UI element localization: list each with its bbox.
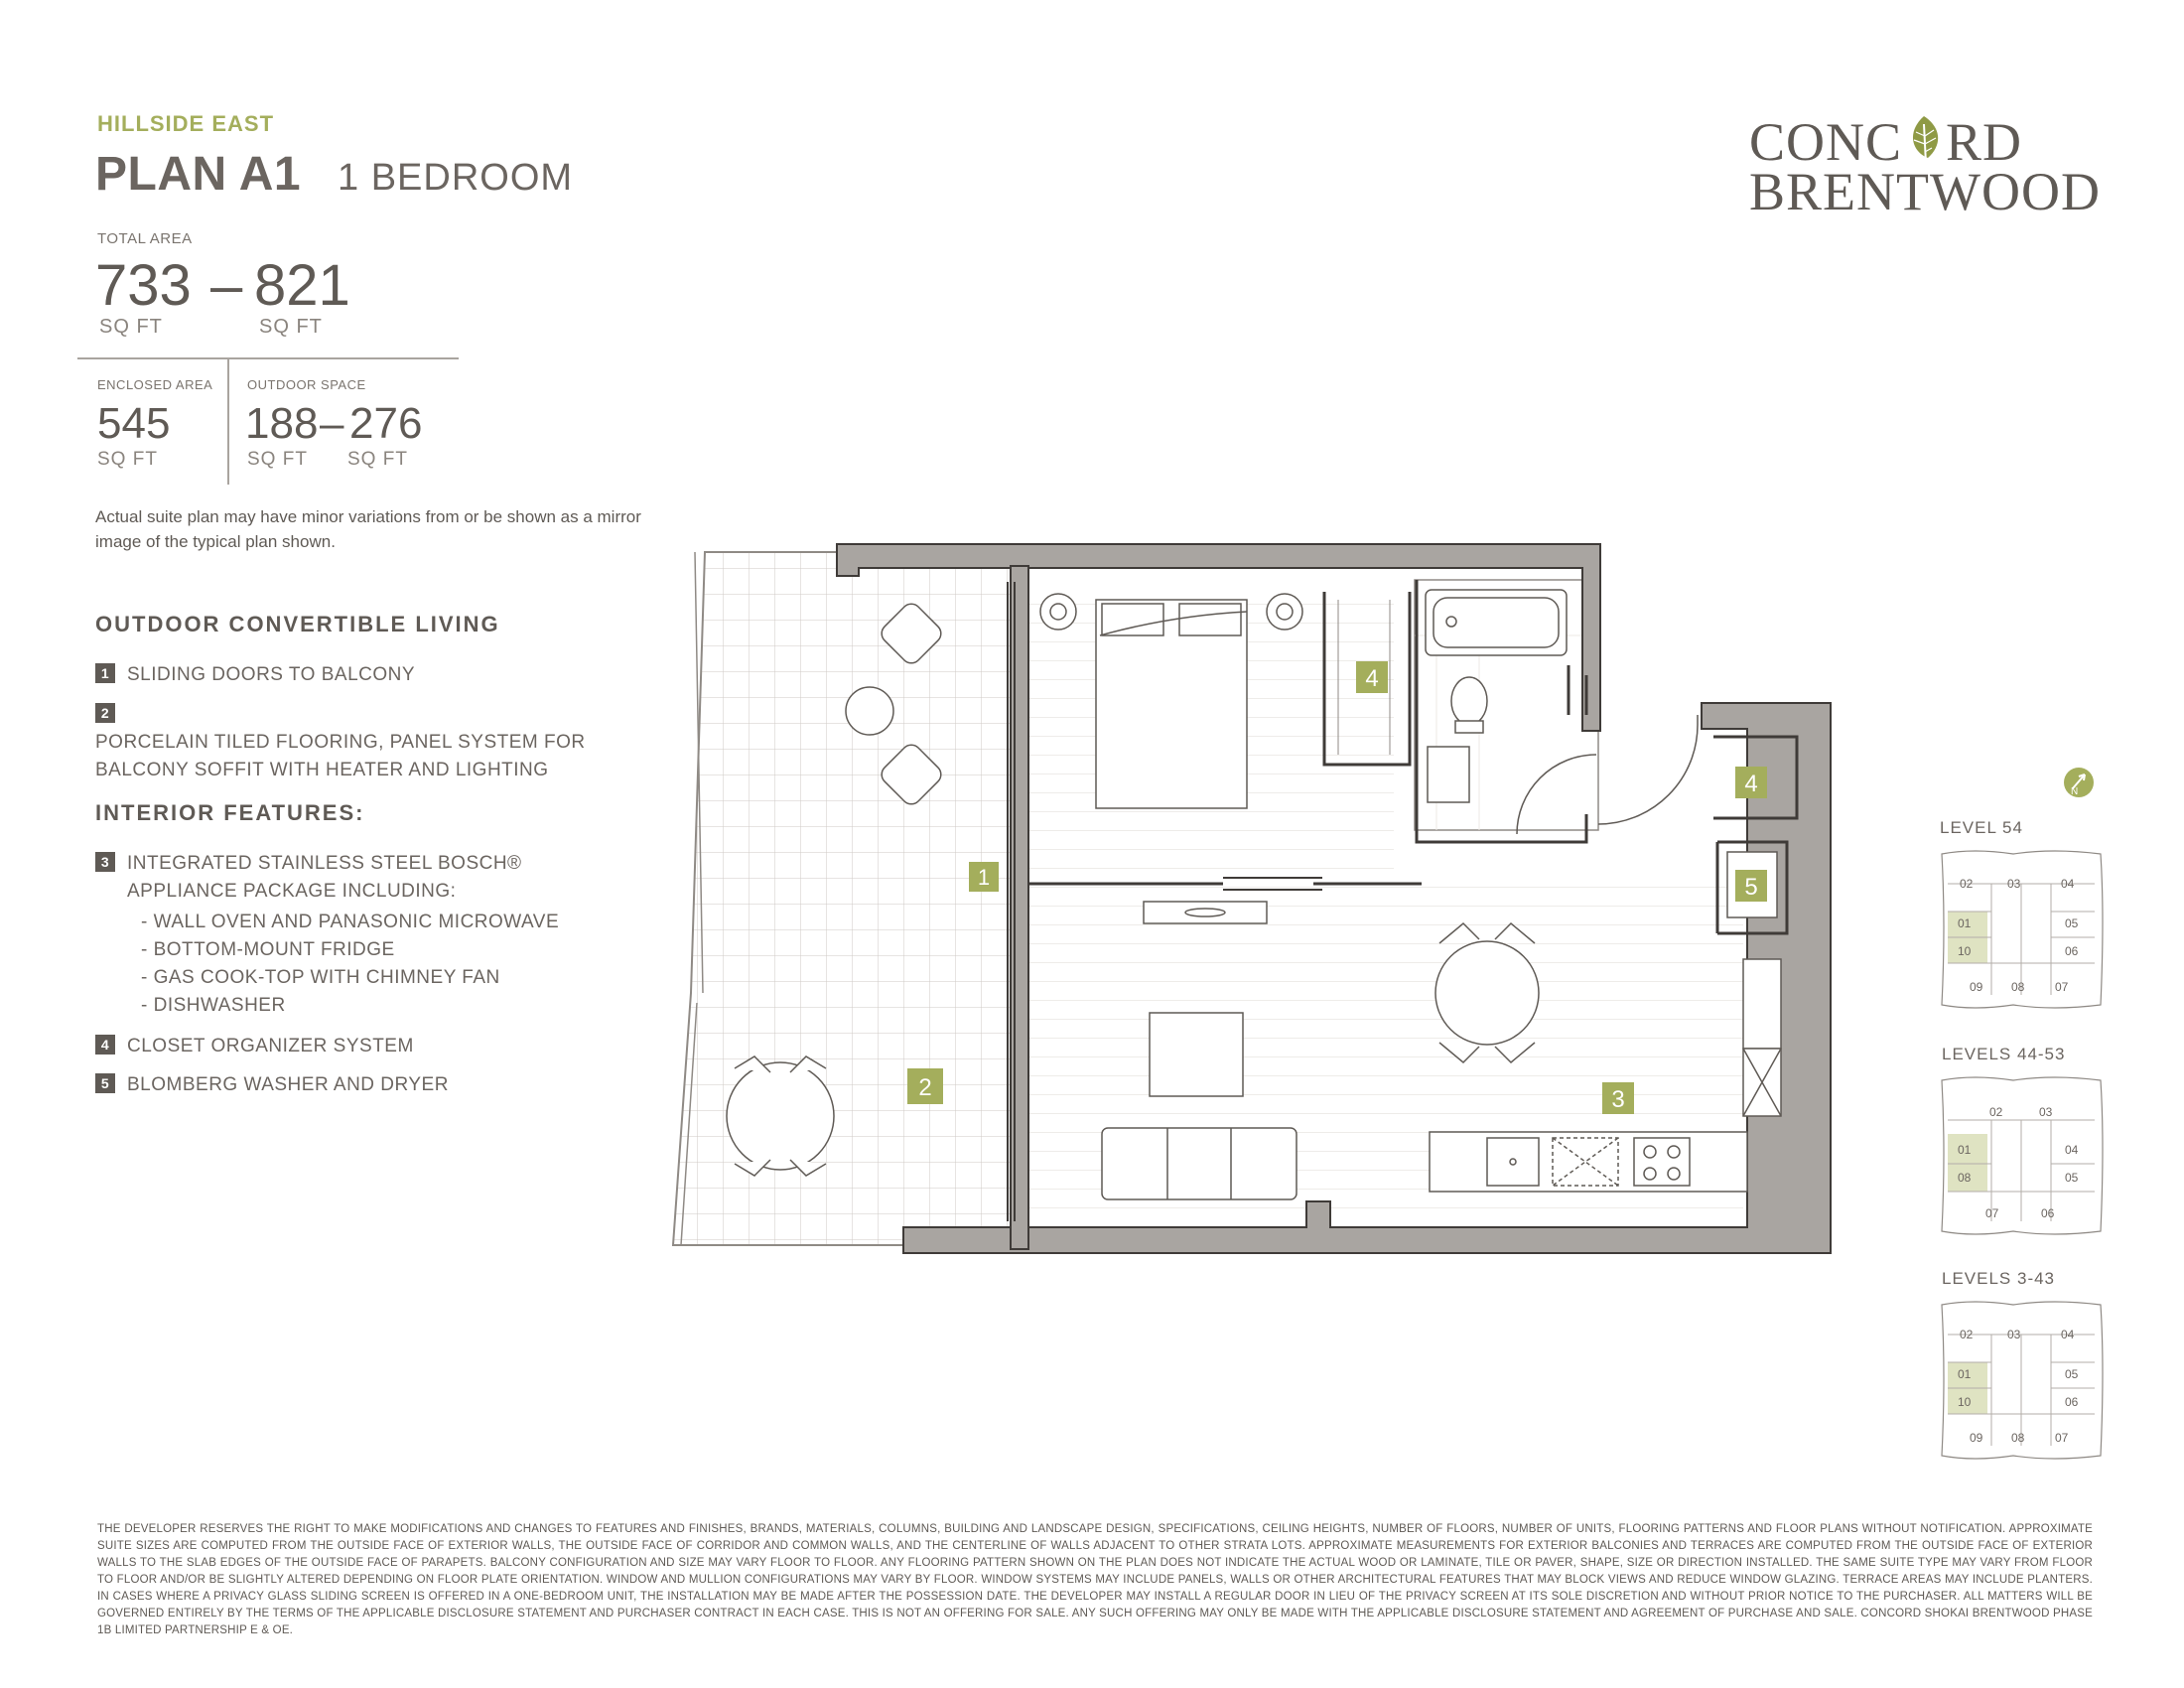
logo-text-left: CONC [1749,112,1903,172]
unit-label: 01 [1958,1143,1972,1157]
plan-marker-1-label: 1 [977,865,991,890]
unit-label: 06 [2041,1206,2055,1220]
logo-line-2: BRENTWOOD [1749,162,2101,221]
unit-label: 04 [2065,1143,2079,1157]
unit-label: 06 [2065,944,2079,958]
unit-label: 01 [1958,916,1972,930]
area-vertical-divider [227,357,229,485]
plan-marker-4b-label: 4 [1744,771,1758,797]
key-plan-levels-3-43 [1934,1297,2109,1466]
plan-marker-2-label: 2 [918,1074,932,1101]
feature-text: PORCELAIN TILED FLOORING, PANEL SYSTEM FOR BALCONY SOFFIT WITH HEATER AND LIGHTING [95,732,586,780]
appliance-item: - WALL OVEN AND PANASONIC MICROWAVE [141,912,560,932]
interior-section-title: INTERIOR FEATURES: [95,800,365,825]
unit-label: 07 [1985,1206,1999,1220]
outdoor-space-dash: – [320,399,344,448]
building-name: HILLSIDE EAST [97,111,275,136]
balcony [673,552,1011,1245]
unit-label: 06 [2065,1395,2079,1409]
feature-item [95,1033,651,1060]
enclosed-unit: SQ FT [97,449,158,470]
feature-text: CLOSET ORGANIZER SYSTEM [127,1036,414,1056]
unit-label: 09 [1970,1431,1983,1445]
legal-disclaimer: THE DEVELOPER RESERVES THE RIGHT TO MAKE MODIFICATIONS AND CHANGES TO FEATURES AND FINISHES, BRANDS, MATERIALS, COLUMNS, BUILDING AND LANDSCAPE DESIGN, SPECIFICATIONS, CEILING HEIGHTS, NUMBER OF FLOORS, NUMBER OF UNITS, FLOORING PATTERNS AND FLOOR PLANS WITHOUT NOTIFICATION. APPROXIMATE SUITE SIZES ARE COMPUTED FROM THE OUTSIDE FACE OF EXTERIOR WALLS, THE OUTSIDE FACE OF CORRIDOR AND COMMON WALLS, AND THE CENTERLINE OF WALLS ADJACENT TO OTHER STRATA LOTS. APPROXIMATE MEASUREMENTS FOR EXTERIOR BALCONIES AND TERRACES ARE COMPUTED FROM THE OUTSIDE FACE OF EXTERIOR WALLS TO THE SLAB EDGES OF THE OUTSIDE FACE OF PARAPETS. BALCONY CONFIGURATION AND SIZE MAY VARY FLOOR TO FLOOR. ANY FLOORING PATTERN SHOWN ON THE PLAN DOES NOT INDICATE THE ACTUAL WOOD OR LAMINATE, TILE OR PAVER, SHAPE, SIZE OR DIRECTION INSTALLED. THE SAME SUITE TYPE MAY VARY FROM FLOOR TO FLOOR AND/OR BE SLIGHTLY ALTERED DEPENDING ON FLOOR PLATE ORIENTATION. WINDOW AND MULLION CONFIGURATIONS MAY VARY BY FLOOR. WINDOW SYSTEMS MAY INCLUDE PANELS, WALLS OR OTHER ARCHITECTURAL FEATURES THAT MAY BLOCK VIEWS AND REDUCE WINDOW GLAZING. TERRACE AREAS MAY INCLUDE PLANTERS. IN CASES WHERE A PRIVACY GLASS SLIDING SCREEN IS OFFERED IN A ONE-BEDROOM UNIT, THE INSTALLATION MAY BE MADE AFTER THE POSSESSION DATE. THE DEVELOPER MAY INSTALL A REGULAR DOOR IN LIEU OF THE PRIVACY SCREEN AT ITS SOLE DISCRETION AND WITHOUT PRIOR NOTICE TO THE PURCHASER. ALL MATTERS WILL BE GOVERNED ENTIRELY BY THE TERMS OF THE APPLICABLE DISCLOSURE STATEMENT AND PURCHASER CONTRACT IN EACH CASE. THIS IS NOT AN OFFERING FOR SALE. ANY SUCH OFFERING MAY ONLY BE MADE WITH THE APPLICABLE DISCLOSURE STATEMENT AND AGREEMENT OF PURCHASE AND SALE. CONCORD SHOKAI BRENTWOOD PHASE 1B LIMITED PARTNERSHIP E & OE. [97,1523,2093,1636]
unit-label: 03 [2007,877,2021,891]
unit-label: 02 [1960,1328,1974,1341]
unit-label: 05 [2065,916,2079,930]
unit-label: 10 [1958,1395,1972,1409]
outdoor-min-unit: SQ FT [247,449,308,470]
unit-label: 04 [2061,1328,2075,1341]
key-plan-label: LEVELS 3-43 [1942,1269,2056,1288]
unit-label: 08 [2011,980,2025,994]
total-area-min: 733 [95,253,192,318]
unit-label: 09 [1970,980,1983,994]
unit-label: 01 [1958,1367,1972,1381]
unit-label: 02 [1960,877,1974,891]
total-area-dash: – [210,253,243,318]
plan-marker-4a-label: 4 [1365,665,1379,692]
unit-label: 03 [2007,1328,2021,1341]
key-plan-level-54 [1934,846,2109,1015]
unit-label: 05 [2065,1367,2079,1381]
feature-item [95,701,651,784]
unit-label: 08 [1958,1171,1972,1185]
outdoor-section-title: OUTDOOR CONVERTIBLE LIVING [95,612,500,636]
unit-label: 08 [2011,1431,2025,1445]
unit-label: 04 [2061,877,2075,891]
area-divider [77,357,459,359]
unit-label: 10 [1958,944,1972,958]
feature-text: BLOMBERG WASHER AND DRYER [127,1074,449,1095]
key-plan-label: LEVELS 44-53 [1942,1045,2066,1063]
plan-type: 1 BEDROOM [338,157,574,199]
outdoor-max-unit: SQ FT [347,449,408,470]
feature-number-badge: 3 [95,852,115,872]
logo-text-right: RD [1946,112,2023,172]
feature-text: INTEGRATED STAINLESS STEEL BOSCH® APPLIANCE PACKAGE INCLUDING: [127,853,522,902]
plan-marker-3-label: 3 [1611,1086,1625,1113]
north-label: N [2071,786,2079,797]
outdoor-space-min: 188 [245,399,319,448]
feature-item [95,1071,651,1099]
feature-number-badge: 2 [95,703,115,723]
plan-title: PLAN A1 [95,148,302,201]
feature-item [95,661,651,689]
key-plan-label: LEVEL 54 [1940,818,2023,837]
outdoor-space-label: OUTDOOR SPACE [247,377,366,392]
enclosed-area-value: 545 [97,399,171,448]
total-max-unit: SQ FT [259,316,323,338]
feature-number-badge: 1 [95,663,115,683]
unit-label: 07 [2055,980,2069,994]
north-arrow-icon [2059,763,2099,802]
unit-label: 07 [2055,1431,2069,1445]
appliance-item: - GAS COOK-TOP WITH CHIMNEY FAN [141,967,500,988]
total-min-unit: SQ FT [99,316,163,338]
appliance-item: - BOTTOM-MOUNT FRIDGE [141,939,395,960]
floor-plan [655,536,1886,1271]
total-area-max: 821 [254,253,350,318]
feature-number-badge: 5 [95,1073,115,1093]
plan-marker-5-label: 5 [1744,874,1758,901]
key-plan-levels-44-53 [1934,1072,2109,1241]
feature-item [95,850,651,906]
feature-number-badge: 4 [95,1035,115,1055]
appliance-item: - DISHWASHER [141,995,286,1016]
unit-label: 02 [1989,1105,2003,1119]
unit-label: 05 [2065,1171,2079,1185]
unit-label: 03 [2039,1105,2053,1119]
outdoor-space-max: 276 [349,399,423,448]
enclosed-area-label: ENCLOSED AREA [97,377,213,392]
entry-door [1598,715,1698,824]
mirror-plan-note: Actual suite plan may have minor variations from or be shown as a mirror image of the typical plan shown. [95,507,641,551]
total-area-label: TOTAL AREA [97,230,193,247]
feature-text: SLIDING DOORS TO BALCONY [127,664,416,685]
